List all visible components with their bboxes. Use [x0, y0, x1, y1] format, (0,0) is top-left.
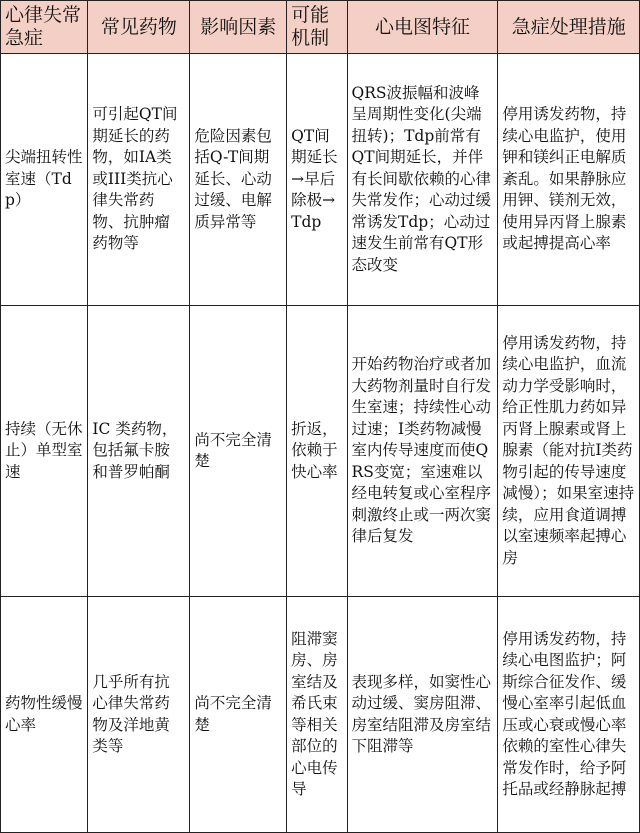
cell-drugs: IC 类药物，包括氟卡胺和普罗帕酮 [88, 306, 190, 597]
cell-drugs: 几乎所有抗心律失常药物及洋地黄类等 [88, 597, 190, 833]
table-row [1, 597, 640, 833]
cell-ecg: 开始药物治疗或者加大药物剂量时自行发生室速；持续性心动过速；I类药物减慢室内传导速度而使QRS变宽；室速难以经电转复或心室程序刺激终止或一两次窦律后复发 [347, 306, 498, 597]
table-row [1, 54, 640, 306]
cell-treatment: 停用诱发药物，持续心电监护，使用钾和镁纠正电解质紊乱。如果静脉应用钾、镁剂无效，使用异丙肾上腺素或起搏提高心率 [498, 54, 640, 306]
cell-factors: 尚不完全清楚 [190, 306, 287, 597]
cell-mechanism: 折返，依赖于快心率 [287, 306, 347, 597]
header-cell-drugs: 常见药物 [88, 1, 190, 54]
cell-treatment: 停用诱发药物，持续心电图监护；阿斯综合征发作、缓慢心室率引起低血压或心衰或慢心率依赖的室性心律失常发作时，给予阿托品或经静脉起搏 [498, 597, 640, 833]
cell-factors: 尚不完全清楚 [190, 597, 287, 833]
cell-arrhythmia-name: 持续（无休止）单型室速 [1, 306, 88, 597]
cell-mechanism: 阻滞窦房、房室结及希氏束等相关部位的心电传导 [287, 597, 347, 833]
cell-treatment: 停用诱发药物，持续心电监护，血流动力学受影响时，给正性肌力药如异丙肾上腺素或肾上腺素（能对抗I类药物引起的传导速度减慢）；如果室速持续，应用食道调搏以室速频率起搏心房 [498, 306, 640, 597]
cell-ecg: 表现多样，如窦性心动过缓、窦房阻滞、房室结阻滞及房室结下阻滞等 [347, 597, 498, 833]
header-cell-treatment: 急症处理措施 [498, 1, 640, 54]
header-cell-ecg: 心电图特征 [347, 1, 498, 54]
header-cell-arrhythmia: 心律失常急症 [1, 1, 88, 54]
header-cell-factors: 影响因素 [190, 1, 287, 54]
cell-mechanism: QT间期延长→早后除极→Tdp [287, 54, 347, 306]
cell-arrhythmia-name: 药物性缓慢心率 [1, 597, 88, 833]
cell-drugs: 可引起QT间期延长的药物，如IA类或III类抗心律失常药物、抗肿瘤药物等 [88, 54, 190, 306]
cell-factors: 危险因素包括Q-T间期延长、心动过缓、电解质异常等 [190, 54, 287, 306]
cell-ecg: QRS波振幅和波峰呈周期性变化(尖端扭转)；Tdp前常有QT间期延长，并伴有长间歇依赖的心律失常发作；心动过缓常诱发Tdp；心动过速发生前常有QT形态改变 [347, 54, 498, 306]
header-cell-mechanism: 可能机制 [287, 1, 347, 54]
cell-arrhythmia-name: 尖端扭转性室速（Tdp） [1, 54, 88, 306]
table-header-row [1, 1, 640, 54]
table-row [1, 306, 640, 597]
